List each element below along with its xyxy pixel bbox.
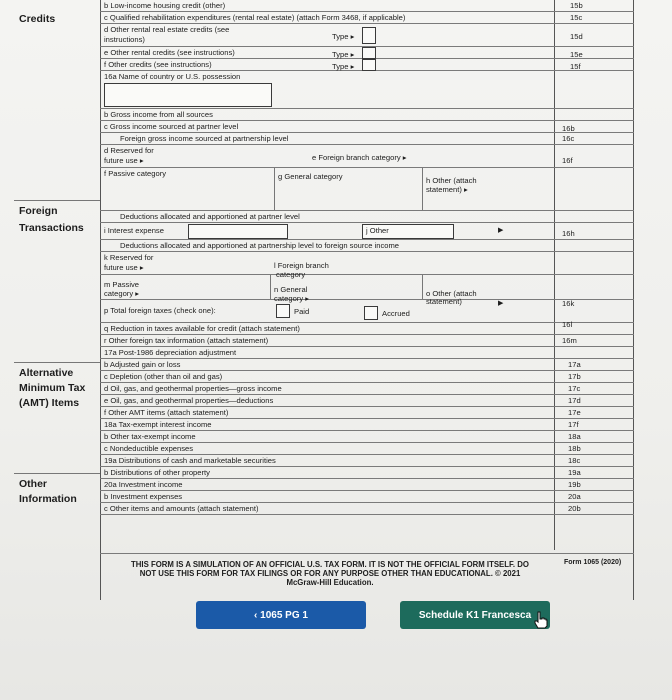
section-amt-label-1: Alternative xyxy=(19,367,74,379)
line-code: 18c xyxy=(568,456,581,465)
row-16q xyxy=(100,320,634,335)
arrow-right-icon: ▶ xyxy=(498,227,504,234)
disclaimer-line: THIS FORM IS A SIMULATION OF AN OFFICIAL U.S. TAX FORM. IT IS NOT THE OFFICIAL FORM ITSELF. DO xyxy=(131,560,529,569)
row-17a xyxy=(100,347,634,359)
type-input-15e[interactable] xyxy=(362,47,376,59)
row-18c xyxy=(100,443,634,455)
section-other-label-1: Other xyxy=(19,478,48,490)
line-label: 18a Tax-exempt interest income xyxy=(104,420,212,429)
line-label: r Other foreign tax information (attach statement) xyxy=(104,336,269,345)
line-label: statement) ▸ xyxy=(426,185,468,194)
line-label: f Other AMT items (attach statement) xyxy=(104,408,229,417)
section-other-label-2: Information xyxy=(19,493,77,505)
section-divider xyxy=(14,473,100,474)
row-16k-l xyxy=(100,252,634,279)
line-code: 15d xyxy=(570,32,583,41)
disclaimer-line: McGraw-Hill Education. xyxy=(286,578,374,587)
section-amt-label-2: Minimum Tax xyxy=(19,382,86,394)
line-label: c Qualified rehabilitation expenditures (rental real estate) (attach Form 3468, if applicable) xyxy=(104,13,406,22)
line-label: g General category xyxy=(278,172,343,181)
line-code: 18a xyxy=(568,432,581,441)
cell-divider xyxy=(274,168,275,210)
section-divider xyxy=(14,362,100,363)
row-19a xyxy=(100,455,634,467)
line-code: 19b xyxy=(568,480,581,489)
line-code: 16l xyxy=(562,320,573,329)
row-16r xyxy=(100,335,634,347)
row-15e xyxy=(100,47,634,59)
line-label: i Interest expense xyxy=(104,226,164,235)
line-label: d Other rental real estate credits (see xyxy=(104,25,230,34)
line-code: 17e xyxy=(568,408,581,417)
row-15b xyxy=(100,0,634,12)
line-code: 16m xyxy=(562,336,577,345)
line-label: q Reduction in taxes available for credit (attach statement) xyxy=(104,324,300,333)
type-input-15d[interactable] xyxy=(362,27,376,44)
line-code: 16h xyxy=(562,229,575,238)
line-code: 17c xyxy=(568,384,581,393)
line-label: instructions) xyxy=(104,35,145,44)
simulation-disclaimer xyxy=(120,560,540,587)
row-16i-j xyxy=(100,223,634,240)
interest-expense-input[interactable] xyxy=(188,224,288,239)
line-label: 20a Investment income xyxy=(104,480,183,489)
line-label: f Passive category xyxy=(104,169,167,178)
line-label: future use ▸ xyxy=(104,156,144,165)
line-code: 20b xyxy=(568,504,581,513)
row-16a xyxy=(100,71,634,109)
line-label: p Total foreign taxes (check one): xyxy=(104,306,216,315)
country-input[interactable] xyxy=(104,83,272,107)
line-code: 16b xyxy=(562,124,575,133)
line-label: 16a Name of country or U.S. possession xyxy=(104,72,241,81)
line-label: b Investment expenses xyxy=(104,492,183,501)
row-17b xyxy=(100,359,634,371)
line-code: 16c xyxy=(562,134,575,143)
line-label: o Other (attach xyxy=(426,289,477,298)
line-label: c Gross income sourced at partner level xyxy=(104,122,239,131)
section-foreign-label: Foreign xyxy=(19,205,58,217)
line-label: e Foreign branch category ▸ xyxy=(312,153,407,162)
line-label: category ▸ xyxy=(104,289,140,298)
row-deductions-partnership xyxy=(100,240,634,252)
row-16p xyxy=(100,300,634,323)
line-label: 17a Post-1986 depreciation adjustment xyxy=(104,348,237,357)
line-code: 17f xyxy=(568,420,579,429)
line-label: category xyxy=(276,270,306,279)
row-19b xyxy=(100,467,634,479)
line-label: Deductions allocated and apportioned at partnership level to foreign source income xyxy=(120,241,400,250)
row-18b xyxy=(100,431,634,443)
row-16d-header xyxy=(100,133,634,145)
line-label: l Foreign branch xyxy=(274,261,329,270)
row-16d-e xyxy=(100,145,634,168)
line-label: category ▸ xyxy=(274,294,310,303)
row-17e xyxy=(100,395,634,407)
line-label: b Gross income from all sources xyxy=(104,110,213,119)
row-20a xyxy=(100,479,634,491)
k-form-table xyxy=(100,0,634,600)
line-label: c Other items and amounts (attach statement) xyxy=(104,504,259,513)
row-17f xyxy=(100,407,634,419)
line-code: 17b xyxy=(568,372,581,381)
line-label: c Nondeductible expenses xyxy=(104,444,194,453)
row-17c xyxy=(100,371,634,383)
prev-page-button[interactable]: ‹ 1065 PG 1 xyxy=(196,601,366,629)
line-label: b Distributions of other property xyxy=(104,468,210,477)
type-input-15f[interactable] xyxy=(362,59,376,71)
paid-checkbox[interactable] xyxy=(276,304,290,318)
type-label: Type ▸ xyxy=(332,50,355,59)
arrow-right-icon: ▶ xyxy=(498,300,504,307)
line-code: 15b xyxy=(570,1,583,10)
line-code: 16k xyxy=(562,299,575,308)
line-label: d Oil, gas, and geothermal properties—gross income xyxy=(104,384,282,393)
cell-divider xyxy=(270,275,271,299)
line-code: 15f xyxy=(570,62,581,71)
line-code: 15c xyxy=(570,13,583,22)
next-page-button[interactable] xyxy=(400,601,550,629)
line-code: 19a xyxy=(568,468,581,477)
line-label: Deductions allocated and apportioned at partner level xyxy=(120,212,300,221)
line-label: 19a Distributions of cash and marketable securities xyxy=(104,456,276,465)
section-amt-label-3: (AMT) Items xyxy=(19,397,80,409)
line-code: 20a xyxy=(568,492,581,501)
type-label: Type ▸ xyxy=(332,32,355,41)
line-label: e Other rental credits (see instructions) xyxy=(104,48,235,57)
section-divider xyxy=(14,200,100,201)
line-code: 17a xyxy=(568,360,581,369)
line-label: f Other credits (see instructions) xyxy=(104,60,212,69)
line-label: c Depletion (other than oil and gas) xyxy=(104,372,223,381)
row-15d xyxy=(100,24,634,47)
line-code: 17d xyxy=(568,396,581,405)
accrued-label: Accrued xyxy=(382,309,410,318)
line-label: statement) xyxy=(426,297,462,306)
line-label: e Oil, gas, and geothermal properties—deductions xyxy=(104,396,274,405)
next-page-label: Schedule K1 Francesca xyxy=(418,609,532,621)
row-15c xyxy=(100,12,634,24)
line-label: future use ▸ xyxy=(104,263,144,272)
paid-label: Paid xyxy=(294,307,310,316)
line-label: b Adjusted gain or loss xyxy=(104,360,181,369)
line-code: 18b xyxy=(568,444,581,453)
line-label: m Passive xyxy=(104,280,140,289)
line-label: Foreign gross income sourced at partnership level xyxy=(120,134,289,143)
row-17d xyxy=(100,383,634,395)
row-18a xyxy=(100,419,634,431)
form-reference: Form 1065 (2020) xyxy=(564,559,622,566)
section-transactions-label: Transactions xyxy=(19,222,84,234)
disclaimer-line: NOT USE THIS FORM FOR TAX FILINGS OR FOR ANY PURPOSE OTHER THAN EDUCATIONAL. © 2021 xyxy=(139,569,521,578)
row-16m-o xyxy=(100,275,634,308)
row-20c xyxy=(100,503,634,515)
line-label: d Reserved for xyxy=(104,146,154,155)
cell-divider xyxy=(422,275,423,299)
line-label: n General xyxy=(274,285,308,294)
hand-cursor-icon xyxy=(533,611,549,629)
cell-divider xyxy=(422,168,423,210)
line-label: b Other tax-exempt income xyxy=(104,432,196,441)
line-code: 16f xyxy=(562,156,573,165)
row-16f-h xyxy=(100,168,634,211)
line-code: 15e xyxy=(570,50,583,59)
section-credits-label: Credits xyxy=(19,13,56,25)
line-label: b Low-income housing credit (other) xyxy=(104,1,226,10)
row-16c xyxy=(100,121,634,133)
line-label: k Reserved for xyxy=(104,253,154,262)
row-16b xyxy=(100,109,634,121)
line-label: h Other (attach xyxy=(426,176,477,185)
row-20b xyxy=(100,491,634,503)
row-15f xyxy=(100,59,634,71)
type-label: Type ▸ xyxy=(332,62,355,71)
row-spacer xyxy=(100,515,634,554)
accrued-checkbox[interactable] xyxy=(364,306,378,320)
line-label: j Other xyxy=(366,226,389,235)
row-deductions-partner xyxy=(100,211,634,223)
